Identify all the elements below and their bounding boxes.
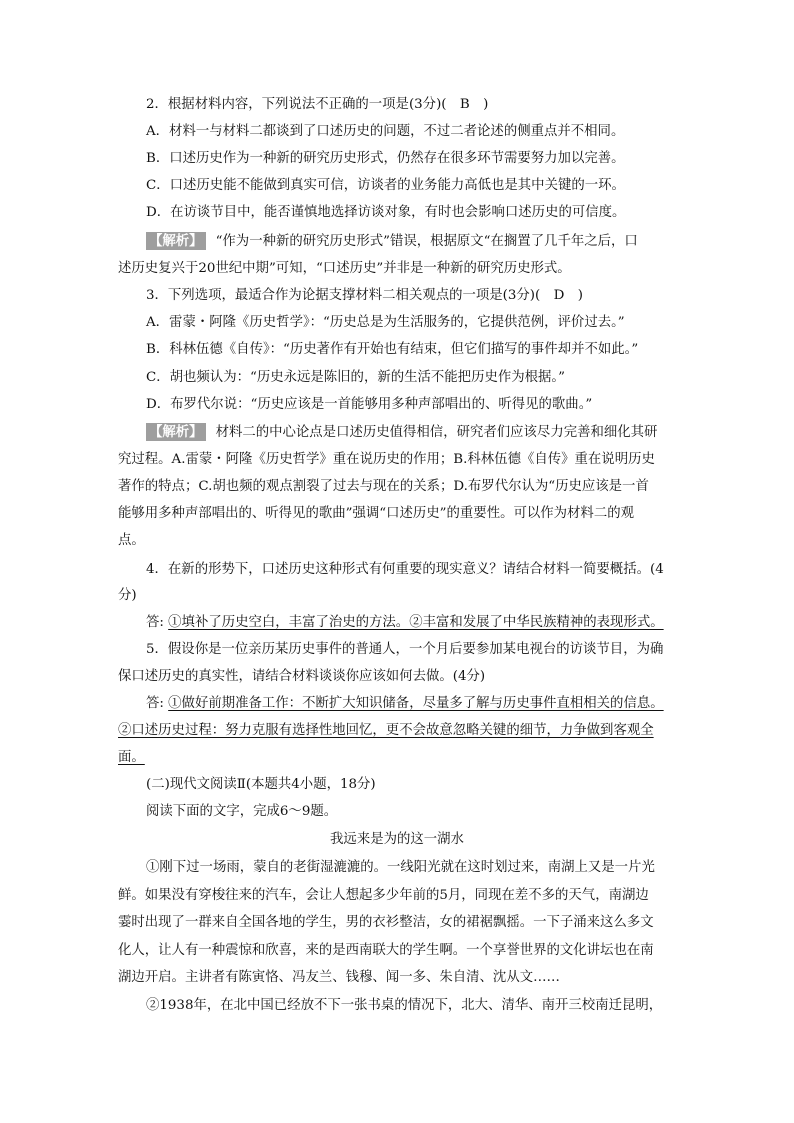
passage-p1-line-4: 化人，让人有一种震惊和欣喜，来的是西南联大的学生啊。一个享誉世界的文化讲坛也在南 bbox=[118, 943, 654, 958]
q5-answer-line-3: 面。 bbox=[118, 750, 145, 765]
q3-stem: 3．下列选项，最适合作为论据支撑材料二相关观点的一项是(3分)( D ) bbox=[146, 288, 583, 303]
q2-option-a: A．材料一与材料二都谈到了口述历史的问题，不过二者论述的侧重点并不相同。 bbox=[146, 124, 625, 139]
passage-title: 我远来是为的这一湖水 bbox=[330, 832, 464, 847]
q2-stem: 2．根据材料内容，下列说法不正确的一项是(3分)( B ) bbox=[146, 97, 489, 112]
q3-option-d: D．布罗代尔说：“历史应该是一首能够用多种声部唱出的、听得见的歌曲。” bbox=[146, 397, 593, 412]
q4-stem-line-2: 分) bbox=[118, 588, 137, 603]
passage-p2-line-1: ②1938年，在北中国已经放不下一张书桌的情况下，北大、清华、南开三校南迁昆明， bbox=[146, 998, 663, 1013]
q5-answer-line-1 bbox=[146, 694, 664, 714]
q2-option-c: C．口述历史能不能做到真实可信，访谈者的业务能力高低也是其中关键的一环。 bbox=[146, 178, 625, 193]
q3-analysis-line-2: 究过程。A.雷蒙・阿隆《历史哲学》重在说历史的作用；B.科林伍德《自传》重在说明历史 bbox=[118, 452, 655, 467]
q3-analysis-text: 材料二的中心论点是口述历史值得相信，研究者们应该尽力完善和细化其研 bbox=[215, 425, 658, 440]
q3-analysis-line-1 bbox=[146, 423, 657, 443]
q5-stem-line-1: 5．假设你是一位亲历某历史事件的普通人，一个月后要参加某电视台的访谈节目，为确 bbox=[146, 642, 664, 657]
q2-analysis-text: “作为一种新的研究历史形式”错误，根据原文“在搁置了几千年之后，口 bbox=[215, 234, 638, 249]
q2-analysis-line-2: 述历史复兴于20世纪中期”可知，“口述历史”并非是一种新的研究历史形式。 bbox=[118, 261, 571, 276]
section-instruction: 阅读下面的文字，完成6～9题。 bbox=[146, 804, 338, 819]
passage-p1-line-1: ①刚下过一场雨，蒙自的老街湿漉漉的。一线阳光就在这时划过来，南湖上又是一片光 bbox=[146, 860, 655, 875]
analysis-tag: 【解析】 bbox=[146, 232, 206, 250]
answer-prefix: 答: bbox=[146, 615, 164, 630]
q3-option-c: C．胡也频认为：“历史永远是陈旧的，新的生活不能把历史作为根据。” bbox=[146, 370, 565, 385]
q5-stem-line-2: 保口述历史的真实性，请结合材料谈谈你应该如何去做。(4分) bbox=[118, 669, 486, 684]
q2-option-d: D．在访谈节目中，能否谨慎地选择访谈对象，有时也会影响口述历史的可信度。 bbox=[146, 205, 626, 220]
answer-prefix: 答: bbox=[146, 696, 164, 711]
q4-stem-line-1: 4．在新的形势下，口述历史这种形式有何重要的现实意义？请结合材料一简要概括。(4 bbox=[146, 562, 664, 577]
q3-option-b: B．科林伍德《自传》：“历史著作有开始也有结束，但它们描写的事件却并不如此。” bbox=[146, 342, 639, 357]
q5-answer-text-1: ①做好前期准备工作：不断扩大知识储备，尽量多了解与历史事件直相相关的信息。 bbox=[168, 696, 664, 711]
passage-p1-line-5: 湖边开启。主讲者有陈寅恪、冯友兰、钱穆、闻一多、朱自清、沈从文…… bbox=[118, 970, 560, 985]
q3-analysis-line-4: 能够用多种声部唱出的、听得见的歌曲”强调“口述历史”的重要性。可以作为材料二的观 bbox=[118, 506, 634, 521]
q2-option-b: B．口述历史作为一种新的研究历史形式，仍然存在很多环节需要努力加以完善。 bbox=[146, 151, 625, 166]
q5-answer-line-2: ②口述历史过程：努力克服有选择性地回忆，更不会故意忽略关键的细节，力争做到客观全 bbox=[118, 723, 654, 738]
q3-analysis-line-5: 点。 bbox=[118, 533, 145, 548]
passage-p1-line-2: 鲜。如果没有穿梭往来的汽车，会让人想起多少年前的5月，同现在差不多的天气，南湖边 bbox=[118, 888, 649, 903]
analysis-tag: 【解析】 bbox=[146, 423, 206, 441]
passage-p1-line-3: 霎时出现了一群来自全国各地的学生，男的衣衫整洁，女的裙裾飘摇。一下子涌来这么多文 bbox=[118, 915, 654, 930]
q2-analysis-line-1 bbox=[146, 232, 638, 252]
q3-analysis-line-3: 著作的特点；C.胡也频的观点割裂了过去与现在的关系；D.布罗代尔认为“历史应该是一首 bbox=[118, 479, 649, 494]
section-heading: (二)现代文阅读Ⅱ(本题共4小题，18分) bbox=[146, 777, 376, 792]
q4-answer-text: ①填补了历史空白，丰富了治史的方法。②丰富和发展了中华民族精神的表现形式。 bbox=[168, 615, 664, 630]
q3-option-a: A．雷蒙・阿隆《历史哲学》：“历史总是为生活服务的，它提供范例，评价过去。” bbox=[146, 315, 625, 330]
q4-answer bbox=[146, 613, 664, 633]
